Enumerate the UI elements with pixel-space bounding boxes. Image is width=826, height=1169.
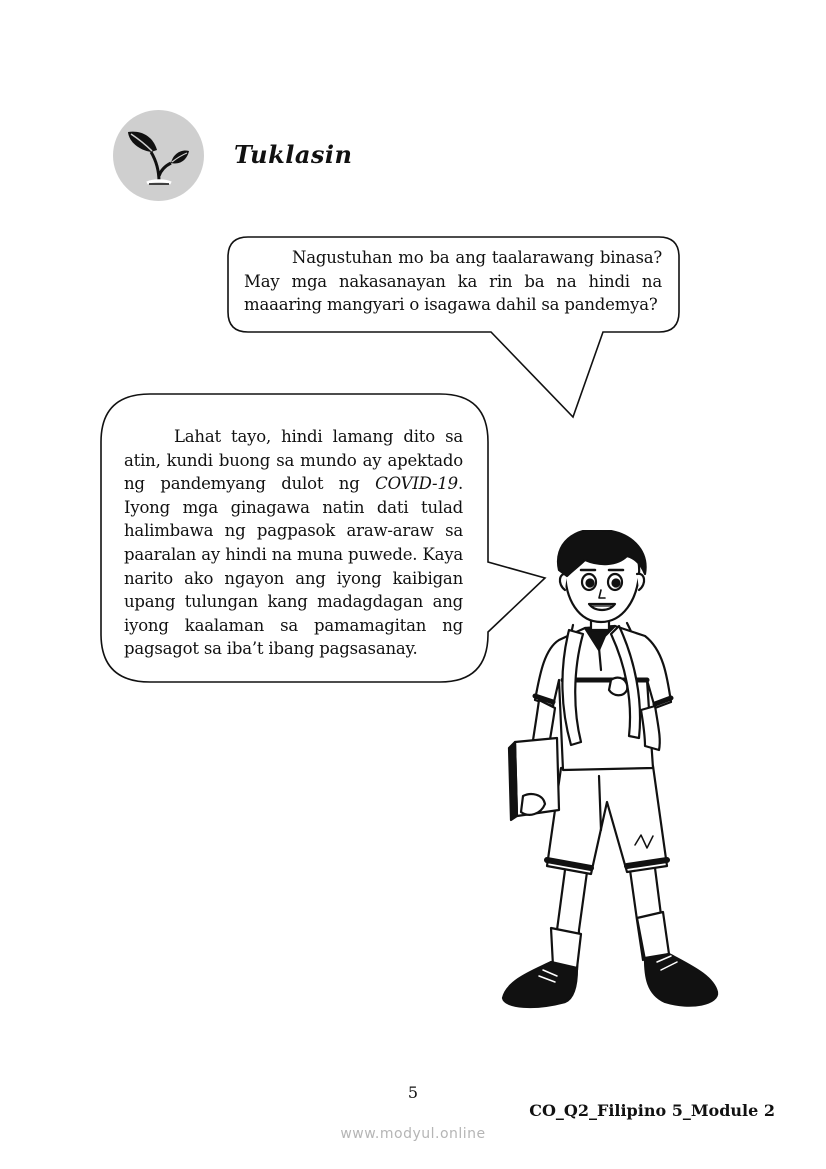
emphasis-covid: COVID-19 [375, 474, 458, 494]
page-number: 5 [407, 1083, 419, 1102]
section-title: Tuklasin [234, 140, 353, 169]
watermark: www.modyul.online [340, 1126, 486, 1142]
speech-bubble-left-text: Lahat tayo, hindi lamang dito sa atin, kundi buong sa mundo ay apektado ng pandemyang dulot ng COVID-19. Iyong mga ginagawa natin dati tulad halimbawa ng pagpasok araw-araw sa paaralan ay hindi na muna puwede. Kaya narito ako ngayon ang iyong kaibigan upang tulungan kang madagdagan ang iyong kaalaman sa pamamagitan ng pagsagot sa iba’t ibang pagsasanay. [124, 427, 463, 659]
module-code: CO_Q2_Filipino 5_Module 2 [529, 1101, 775, 1120]
student-boy-illustration [495, 530, 725, 1020]
speech-bubble-top-text: Nagustuhan mo ba ang taalarawang binasa? May mga nakasanayan ka rin ba na hindi na maaaring mangyari o isagawa dahil sa pandemya? [244, 248, 662, 315]
